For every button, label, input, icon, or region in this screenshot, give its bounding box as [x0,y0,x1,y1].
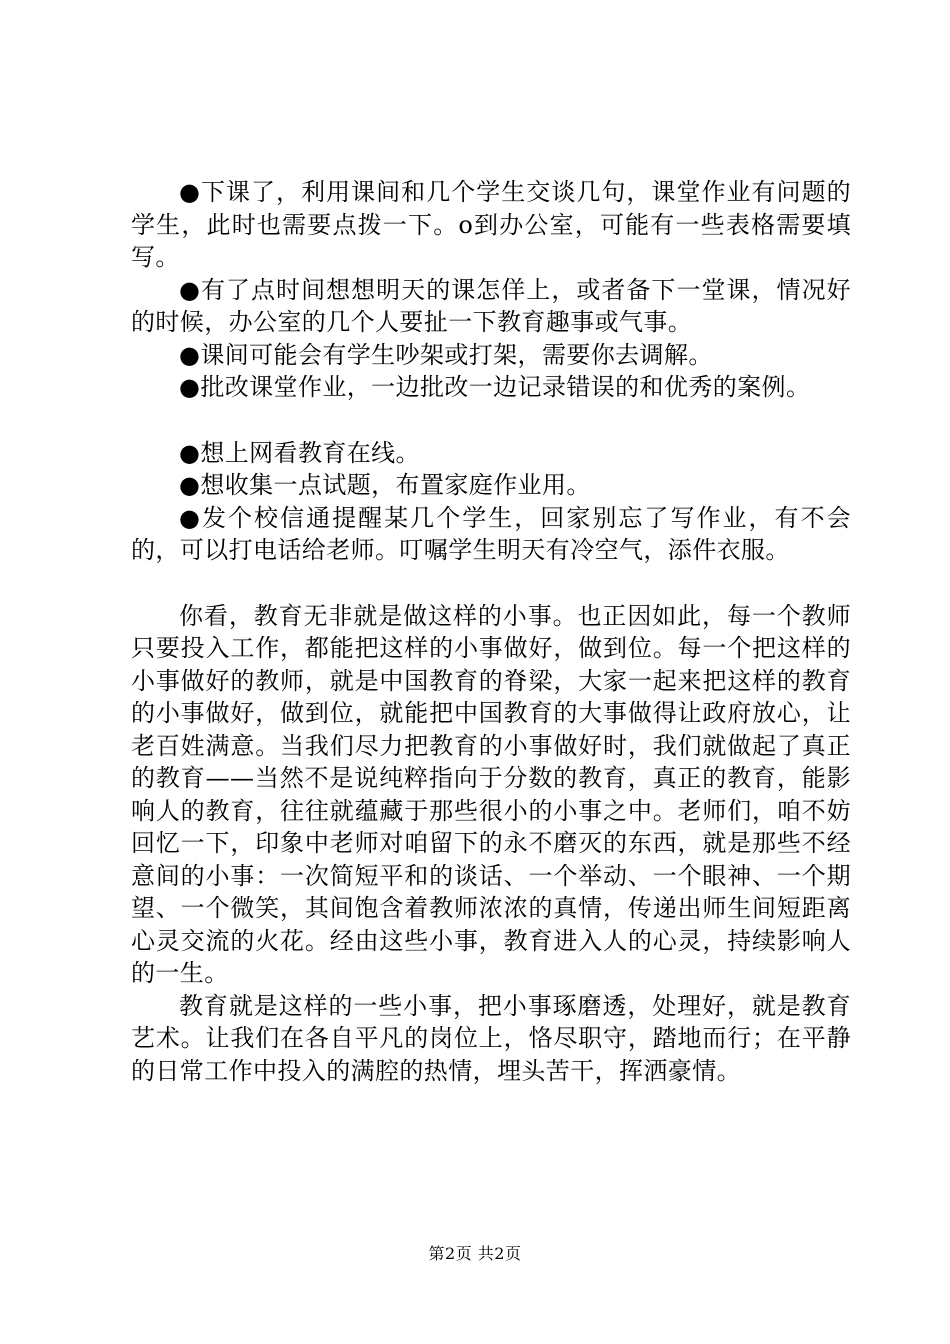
body-paragraph-education-art: 教育就是这样的一些小事，把小事琢磨透，处理好，就是教育艺术。让我们在各自平凡的岗位上，恪尽职守，踏地而行；在平静的日常工作中投入的满腔的热情，埋头苦干，挥洒豪情。 [131,991,851,1085]
bullet-paragraph-prepare-lesson: ●有了点时间想想明天的课怎佯上，或者备下一堂课，情况好的时候，办公室的几个人要扯一下教育趣事或气事。 [131,275,851,336]
bullet-paragraph-mediate: ●课间可能会有学生吵架或打架，需要你去调解。 [179,340,713,369]
bullet-paragraph-collect-questions: ●想收集一点试题，布置家庭作业用。 [179,471,591,499]
bullet-paragraph-after-class: ●下课了，利用课间和几个学生交谈几句，课堂作业有问题的学生，此时也需要点拨一下。o到办公室，可能有一些表格需要填写。 [131,178,851,271]
bullet-paragraph-school-message: ●发个校信通提醒某几个学生，回家别忘了写作业，有不会的，可以打电话给老师。叮嘱学生明天有冷空气，添件衣服。 [131,503,851,564]
document-body [131,176,851,1087]
bullet-paragraph-grading: ●批改课堂作业，一边批改一边记录错误的和优秀的案例。 [179,373,811,401]
bullet-paragraph-online: ●想上网看教育在线。 [179,438,420,467]
page-number-footer: 第2页 共2页 [428,1244,522,1263]
body-paragraph-small-things: 你看，教育无非就是做这样的小事。也正因如此，每一个教师只要投入工作，都能把这样的小事做好，做到位。每一个把这样的小事做好的教师，就是中国教育的脊梁，大家一起来把这样的教育的小事做好，做到位，就能把中国教育的大事做得让政府放心，让老百姓满意。当我们尽力把教育的小事做好时，我们就做起了真正的教育——当然不是说纯粹指向于分数的教育，真正的教育，能影响人的教育，往往就蕴藏于那些很小的小事之中。老师们，咱不妨回忆一下，印象中老师对咱留下的永不磨灭的东西，就是那些不经意间的小事：一次简短平和的谈话、一个举动、一个眼神、一个期望、一个微笑，其间饱含着教师浓浓的真情，传递出师生间短距离心灵交流的火花。经由这些小事，教育进入人的心灵，持续影响人的一生。 [131,601,851,987]
